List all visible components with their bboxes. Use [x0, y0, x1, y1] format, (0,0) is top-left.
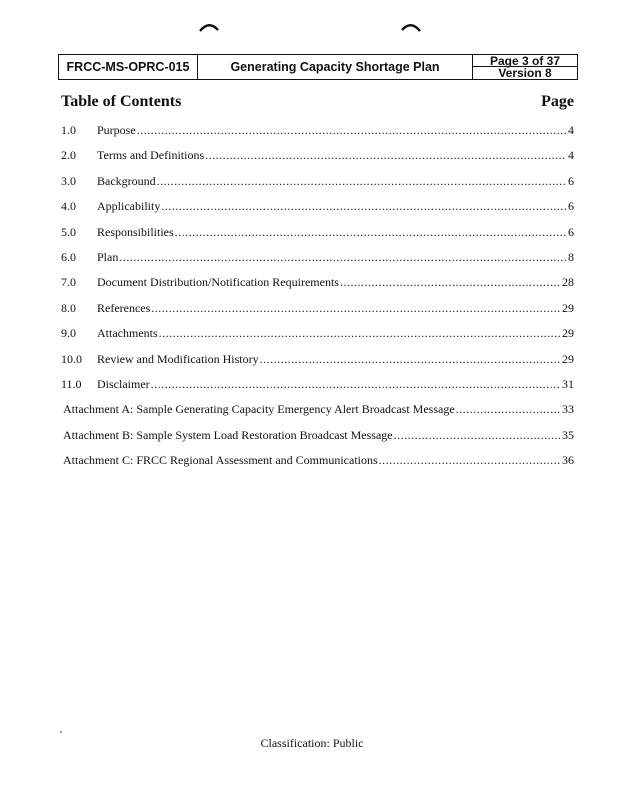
toc-heading: Table of Contents	[61, 93, 182, 110]
toc-attachment-entry[interactable]	[60, 402, 574, 427]
toc-list	[60, 123, 574, 478]
toc-entry-number: 3.0	[61, 173, 76, 188]
toc-attachment-entry[interactable]	[60, 428, 574, 453]
toc-entry-number: 7.0	[61, 275, 76, 290]
toc-dot-leader	[260, 352, 560, 367]
toc-entry-page: 4	[568, 148, 574, 163]
toc-entry-title: Terms and Definitions	[97, 148, 205, 163]
toc-dot-leader	[119, 250, 566, 265]
toc-entry[interactable]	[60, 275, 574, 300]
toc-dot-leader	[161, 199, 566, 214]
toc-entry-number: 2.0	[61, 148, 76, 163]
toc-entry-title: References	[97, 300, 151, 315]
toc-entry-title: Attachment A: Sample Generating Capacity Emergency Alert Broadcast Message	[63, 402, 455, 417]
punch-hole-mark-right	[401, 20, 421, 32]
toc-entry-page: 4	[568, 123, 574, 137]
page-number: Page 3 of 37	[473, 55, 577, 67]
toc-entry-page: 28	[562, 275, 574, 290]
toc-entry-number: 10.0	[61, 351, 82, 366]
toc-entry-title: Attachment B: Sample System Load Restoration Broadcast Message	[63, 427, 393, 442]
toc-entry[interactable]	[60, 148, 574, 173]
toc-entry[interactable]	[60, 123, 574, 148]
toc-entry-page: 31	[562, 376, 574, 391]
toc-entry-page: 8	[568, 249, 574, 264]
toc-entry-page: 6	[568, 224, 574, 239]
toc-attachment-entry[interactable]	[60, 453, 574, 478]
toc-entry-title: Background	[97, 173, 156, 188]
toc-entry-page: 6	[568, 173, 574, 188]
toc-entry-page: 35	[562, 427, 574, 442]
toc-entry-number: 5.0	[61, 224, 76, 239]
classification-footer: Classification: Public	[260, 736, 364, 750]
toc-entry-number: 9.0	[61, 326, 76, 341]
toc-dot-leader	[340, 275, 560, 290]
toc-entry-title: Document Distribution/Notification Requirements	[97, 275, 339, 290]
toc-dot-leader	[159, 326, 560, 341]
toc-heading-row	[61, 93, 574, 111]
toc-entry-number: 6.0	[61, 249, 76, 264]
toc-entry-title: Responsibilities	[97, 224, 174, 239]
document-title: Generating Capacity Shortage Plan	[198, 55, 473, 79]
toc-entry[interactable]	[60, 250, 574, 275]
toc-entry-title: Attachment C: FRCC Regional Assessment and Communications	[63, 453, 378, 468]
toc-entry-title: Review and Modification History	[97, 351, 259, 366]
toc-dot-leader	[151, 301, 560, 316]
document-header	[58, 54, 578, 80]
toc-entry[interactable]	[60, 199, 574, 224]
toc-entry-number: 11.0	[61, 376, 82, 391]
toc-dot-leader	[379, 453, 560, 468]
toc-entry[interactable]	[60, 301, 574, 326]
toc-entry-page: 33	[562, 402, 574, 417]
toc-dot-leader	[456, 402, 560, 417]
toc-dot-leader	[394, 428, 560, 443]
toc-entry-page: 36	[562, 453, 574, 468]
toc-entry-title: Plan	[97, 249, 119, 264]
punch-hole-mark-left	[199, 20, 219, 32]
page-version-cell	[473, 55, 577, 79]
toc-entry[interactable]	[60, 174, 574, 199]
toc-entry-number: 1.0	[61, 123, 76, 137]
toc-entry-number: 8.0	[61, 300, 76, 315]
toc-dot-leader	[175, 225, 566, 240]
toc-dot-leader	[151, 377, 560, 392]
toc-entry-page: 29	[562, 351, 574, 366]
toc-entry-page: 29	[562, 300, 574, 315]
toc-entry-title: Attachments	[97, 326, 158, 341]
toc-dot-leader	[157, 174, 566, 189]
toc-entry-title: Purpose	[97, 123, 136, 137]
toc-entry[interactable]	[60, 225, 574, 250]
toc-entry[interactable]	[60, 377, 574, 402]
version-number: Version 8	[498, 66, 552, 80]
toc-dot-leader	[205, 148, 566, 163]
toc-page-heading: Page	[541, 93, 574, 110]
toc-dot-leader	[137, 123, 566, 138]
document-id: FRCC-MS-OPRC-015	[59, 55, 198, 79]
toc-entry-title: Disclaimer	[97, 376, 150, 391]
scan-speck	[60, 731, 62, 733]
toc-entry-page: 6	[568, 199, 574, 214]
toc-entry-number: 4.0	[61, 199, 76, 214]
toc-entry[interactable]	[60, 352, 574, 377]
toc-entry-title: Applicability	[97, 199, 161, 214]
toc-entry-page: 29	[562, 326, 574, 341]
toc-entry[interactable]	[60, 326, 574, 351]
